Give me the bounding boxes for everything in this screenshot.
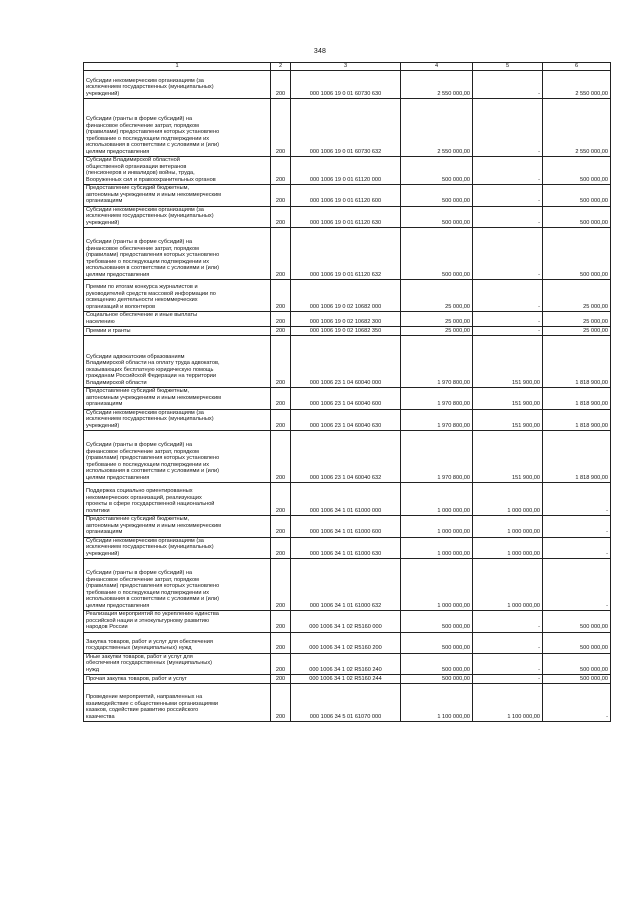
cell-kbk: 000 1006 23 1 04 60040 632	[291, 431, 401, 483]
table-row	[84, 537, 611, 559]
cell-name: Субсидии некоммерческим организациям (за исключением государственных (муниципальных) учреждений)	[84, 71, 271, 99]
cell-code: 200	[271, 206, 291, 228]
cell-name: Субсидии адвокатским образованиям Владимирской области на оплату труда адвокатов, оказывающих бесплатную юридическую помощь гражданам Российской Федерации на территории Владимирской области	[84, 336, 271, 388]
cell-c4: 1 970 800,00	[401, 431, 473, 483]
cell-code: 200	[271, 388, 291, 410]
cell-name: Субсидии некоммерческим организациям (за исключением государственных (муниципальных) учреждений)	[84, 206, 271, 228]
cell-c6: 25 000,00	[543, 312, 611, 327]
cell-c6: 1 818 900,00	[543, 409, 611, 431]
cell-code: 200	[271, 157, 291, 185]
cell-c4: 500 000,00	[401, 653, 473, 675]
cell-c6: 500 000,00	[543, 611, 611, 633]
cell-c6: -	[543, 483, 611, 516]
cell-c6: 500 000,00	[543, 206, 611, 228]
table-row	[84, 336, 611, 388]
cell-c5: -	[473, 228, 543, 280]
cell-c4: 25 000,00	[401, 280, 473, 312]
table-row	[84, 206, 611, 228]
cell-c6: 2 550 000,00	[543, 71, 611, 99]
cell-name: Социальное обеспечение и иные выплаты населению	[84, 312, 271, 327]
cell-kbk: 000 1006 19 0 01 61120 630	[291, 206, 401, 228]
cell-kbk: 000 1006 34 1 01 61000 630	[291, 537, 401, 559]
cell-c5: -	[473, 675, 543, 684]
cell-name: Реализация мероприятий по укреплению единства российской нации и этнокультурному развитию народов России	[84, 611, 271, 633]
cell-c5: 1 000 000,00	[473, 516, 543, 538]
cell-c4: 1 000 000,00	[401, 516, 473, 538]
cell-c5: 1 100 000,00	[473, 684, 543, 722]
column-header: 4	[401, 63, 473, 71]
column-header: 3	[291, 63, 401, 71]
cell-c5: 151 900,00	[473, 336, 543, 388]
cell-kbk: 000 1006 34 1 02 R5160 000	[291, 611, 401, 633]
table-row	[84, 684, 611, 722]
cell-c4: 500 000,00	[401, 632, 473, 653]
cell-name: Поддержка социально ориентированных некоммерческих организаций, реализующих проекты в сфере государственной национальной политики	[84, 483, 271, 516]
cell-c6: 1 818 900,00	[543, 336, 611, 388]
cell-c4: 1 970 800,00	[401, 409, 473, 431]
cell-kbk: 000 1006 34 1 02 R5160 200	[291, 632, 401, 653]
cell-kbk: 000 1006 19 0 01 61120 600	[291, 185, 401, 207]
column-header: 5	[473, 63, 543, 71]
cell-code: 200	[271, 409, 291, 431]
cell-kbk: 000 1006 19 0 02 10682 300	[291, 312, 401, 327]
cell-c4: 1 970 800,00	[401, 388, 473, 410]
cell-c5: -	[473, 280, 543, 312]
cell-c4: 1 000 000,00	[401, 559, 473, 611]
cell-kbk: 000 1006 34 5 01 61070 000	[291, 684, 401, 722]
cell-kbk: 000 1006 19 0 01 61120 000	[291, 157, 401, 185]
cell-code: 200	[271, 483, 291, 516]
table-row	[84, 516, 611, 538]
cell-c6: 500 000,00	[543, 675, 611, 684]
column-header: 6	[543, 63, 611, 71]
cell-c4: 2 550 000,00	[401, 99, 473, 157]
cell-c4: 500 000,00	[401, 611, 473, 633]
cell-kbk: 000 1006 34 1 01 61000 000	[291, 483, 401, 516]
cell-name: Субсидии (гранты в форме субсидий) на финансовое обеспечение затрат, порядком (правилами) предоставления которых установлено требование о последующем подтверждении их использования в соответствии с условиями и (или) целями предоставления	[84, 431, 271, 483]
cell-c5: 1 000 000,00	[473, 483, 543, 516]
cell-c5: -	[473, 312, 543, 327]
cell-name: Иные закупки товаров, работ и услуг для обеспечения государственных (муниципальных) нужд	[84, 653, 271, 675]
cell-c5: -	[473, 632, 543, 653]
cell-c4: 1 000 000,00	[401, 483, 473, 516]
cell-code: 200	[271, 280, 291, 312]
cell-c6: 500 000,00	[543, 653, 611, 675]
cell-c5: -	[473, 327, 543, 336]
table-row	[84, 559, 611, 611]
cell-kbk: 000 1006 34 1 01 61000 600	[291, 516, 401, 538]
cell-name: Субсидии (гранты в форме субсидий) на финансовое обеспечение затрат, порядком (правилами) предоставления которых установлено требование о последующем подтверждении их использования в соответствии с условиями и (или) целями предоставления	[84, 559, 271, 611]
cell-name: Предоставление субсидий бюджетным, автономным учреждениям и иным некоммерческим организациям	[84, 516, 271, 538]
cell-c5: 1 000 000,00	[473, 559, 543, 611]
table-row	[84, 280, 611, 312]
cell-c5: -	[473, 611, 543, 633]
cell-code: 200	[271, 516, 291, 538]
cell-code: 200	[271, 537, 291, 559]
cell-name: Проведение мероприятий, направленных на взаимодействие с общественными организациями казаков, содействие развитию российского казачества	[84, 684, 271, 722]
cell-c6: -	[543, 559, 611, 611]
cell-c5: -	[473, 185, 543, 207]
cell-code: 200	[271, 228, 291, 280]
page-number: 348	[313, 48, 327, 55]
cell-code: 200	[271, 675, 291, 684]
cell-code: 200	[271, 632, 291, 653]
cell-code: 200	[271, 312, 291, 327]
table-row	[84, 653, 611, 675]
cell-code: 200	[271, 653, 291, 675]
table-row	[84, 312, 611, 327]
table-row	[84, 157, 611, 185]
table-row	[84, 228, 611, 280]
table-row	[84, 71, 611, 99]
table-row	[84, 632, 611, 653]
table-row	[84, 388, 611, 410]
cell-c5: 1 000 000,00	[473, 537, 543, 559]
cell-c6: -	[543, 516, 611, 538]
cell-code: 200	[271, 99, 291, 157]
table-row	[84, 185, 611, 207]
cell-c4: 1 970 800,00	[401, 336, 473, 388]
table-header-row	[84, 63, 611, 71]
table-row	[84, 611, 611, 633]
cell-code: 200	[271, 185, 291, 207]
cell-c4: 500 000,00	[401, 675, 473, 684]
cell-kbk: 000 1006 34 1 02 R5160 240	[291, 653, 401, 675]
table-row	[84, 327, 611, 336]
cell-code: 200	[271, 559, 291, 611]
cell-c6: 1 818 900,00	[543, 388, 611, 410]
cell-c5: -	[473, 99, 543, 157]
table-row	[84, 409, 611, 431]
cell-name: Премии и гранты	[84, 327, 271, 336]
cell-c5: 151 900,00	[473, 409, 543, 431]
cell-kbk: 000 1006 19 0 01 61120 632	[291, 228, 401, 280]
cell-c6: 2 550 000,00	[543, 99, 611, 157]
cell-c6: 500 000,00	[543, 632, 611, 653]
cell-name: Субсидии (гранты в форме субсидий) на финансовое обеспечение затрат, порядком (правилами) предоставления которых установлено требование о последующем подтверждении их использования в соответствии с условиями и (или) целями предоставления	[84, 228, 271, 280]
cell-c6: 500 000,00	[543, 228, 611, 280]
cell-name: Предоставление субсидий бюджетным, автономным учреждениям и иным некоммерческим организациям	[84, 185, 271, 207]
column-header: 1	[84, 63, 271, 71]
cell-c4: 25 000,00	[401, 327, 473, 336]
cell-name: Закупка товаров, работ и услуг для обеспечения государственных (муниципальных) нужд	[84, 632, 271, 653]
cell-c6: 500 000,00	[543, 157, 611, 185]
cell-c6: -	[543, 684, 611, 722]
cell-c5: -	[473, 653, 543, 675]
cell-c5: -	[473, 206, 543, 228]
cell-kbk: 000 1006 34 1 01 61000 632	[291, 559, 401, 611]
cell-name: Субсидии некоммерческим организациям (за исключением государственных (муниципальных) учреждений)	[84, 537, 271, 559]
cell-c5: 151 900,00	[473, 388, 543, 410]
cell-c5: -	[473, 157, 543, 185]
budget-table	[83, 62, 611, 722]
cell-code: 200	[271, 327, 291, 336]
cell-c4: 500 000,00	[401, 185, 473, 207]
cell-kbk: 000 1006 23 1 04 60040 000	[291, 336, 401, 388]
table-row	[84, 675, 611, 684]
cell-name: Премии по итогам конкурса журналистов и руководителей средств массовой информации по освещению деятельности некоммерческих организаций и волонтеров	[84, 280, 271, 312]
cell-c6: -	[543, 537, 611, 559]
column-header: 2	[271, 63, 291, 71]
cell-code: 200	[271, 684, 291, 722]
cell-c5: -	[473, 71, 543, 99]
cell-c4: 1 000 000,00	[401, 537, 473, 559]
table-row	[84, 431, 611, 483]
cell-code: 200	[271, 431, 291, 483]
cell-c5: 151 900,00	[473, 431, 543, 483]
cell-kbk: 000 1006 19 0 02 10682 350	[291, 327, 401, 336]
cell-c4: 500 000,00	[401, 228, 473, 280]
cell-kbk: 000 1006 34 1 02 R5160 244	[291, 675, 401, 684]
cell-c6: 1 818 900,00	[543, 431, 611, 483]
cell-c6: 25 000,00	[543, 327, 611, 336]
cell-c4: 1 100 000,00	[401, 684, 473, 722]
table-row	[84, 99, 611, 157]
cell-name: Прочая закупка товаров, работ и услуг	[84, 675, 271, 684]
cell-kbk: 000 1006 19 0 02 10682 000	[291, 280, 401, 312]
table-row	[84, 483, 611, 516]
cell-kbk: 000 1006 23 1 04 60040 600	[291, 388, 401, 410]
cell-kbk: 000 1006 19 0 01 60730 632	[291, 99, 401, 157]
cell-code: 200	[271, 336, 291, 388]
cell-kbk: 000 1006 23 1 04 60040 630	[291, 409, 401, 431]
cell-c6: 500 000,00	[543, 185, 611, 207]
cell-c4: 500 000,00	[401, 206, 473, 228]
cell-kbk: 000 1006 19 0 01 60730 630	[291, 71, 401, 99]
cell-c6: 25 000,00	[543, 280, 611, 312]
cell-c4: 500 000,00	[401, 157, 473, 185]
cell-code: 200	[271, 611, 291, 633]
cell-name: Предоставление субсидий бюджетным, автономным учреждениям и иным некоммерческим организациям	[84, 388, 271, 410]
cell-name: Субсидии (гранты в форме субсидий) на финансовое обеспечение затрат, порядком (правилами) предоставления которых установлено требование о последующем подтверждении их использования в соответствии с условиями и (или) целями предоставления	[84, 99, 271, 157]
cell-code: 200	[271, 71, 291, 99]
cell-name: Субсидии некоммерческим организациям (за исключением государственных (муниципальных) учреждений)	[84, 409, 271, 431]
cell-name: Субсидии Владимирской областной общественной организации ветеранов (пенсионеров и инвалидов) войны, труда, Вооруженных сил и правоохранительных органов	[84, 157, 271, 185]
cell-c4: 2 550 000,00	[401, 71, 473, 99]
cell-c4: 25 000,00	[401, 312, 473, 327]
